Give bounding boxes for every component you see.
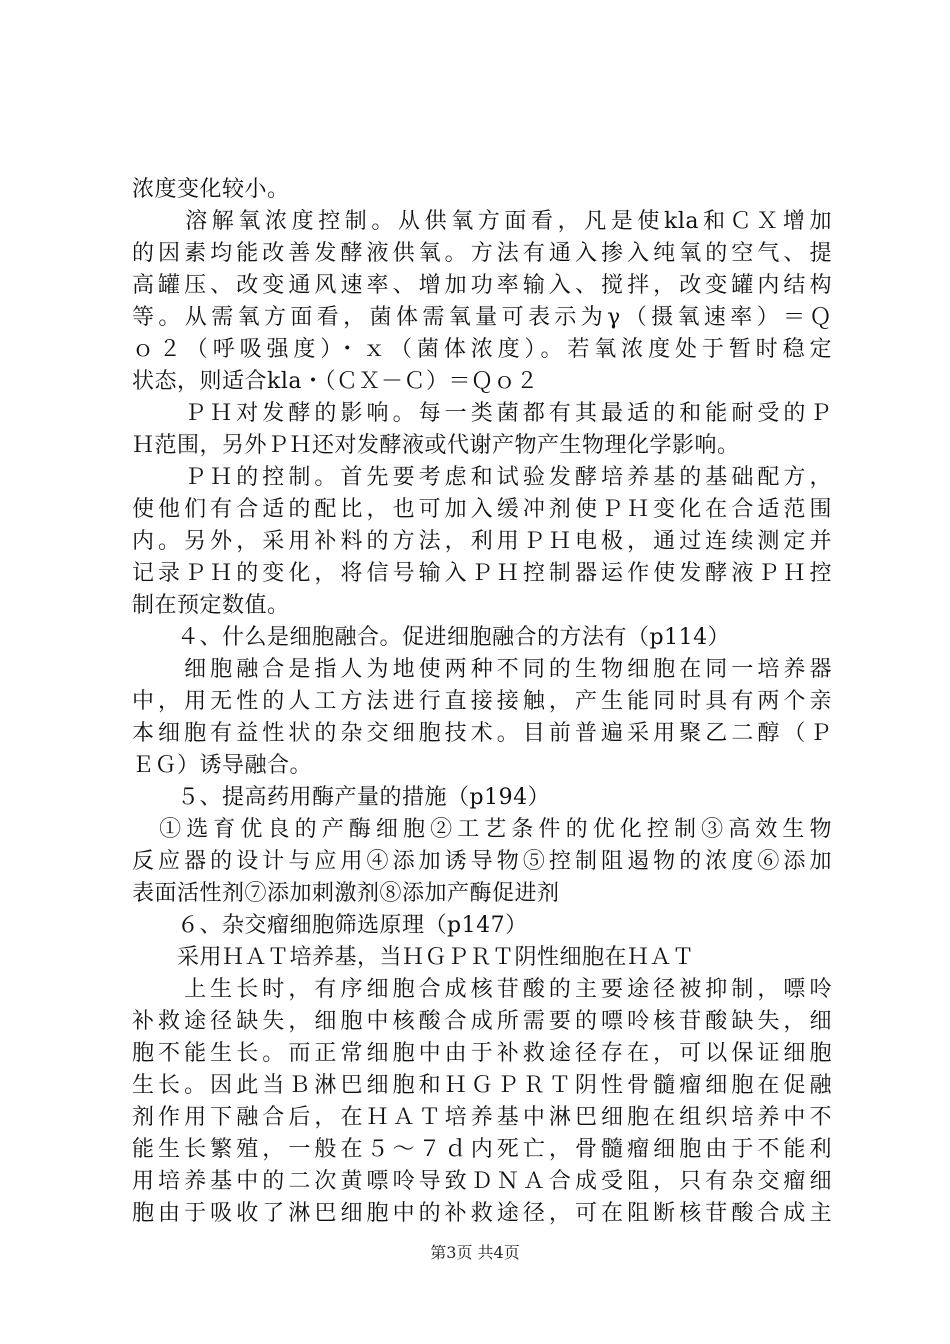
text-line: ＥＧ）诱导融合。 [132,753,313,778]
text-line: 等。从需氧方面看，菌体需氧量可表示为γ（摄氧速率）＝Ｑ [132,305,832,330]
text-line: ①选育优良的产酶细胞②工艺条件的优化控制③高效生物 [132,817,832,842]
text-line: 生长。因此当Ｂ淋巴细胞和ＨＧＰＲＴ阴性骨髓瘤细胞在促融 [132,1073,832,1098]
text-line: 制在预定数值。 [132,593,290,618]
text-line: ｏ２（呼吸强度）・ｘ（菌体浓度）。若氧浓度处于暂时稳定 [132,337,832,362]
text-line: 状态，则适合kla・（ＣＸ－Ｃ）＝Ｑｏ２ [132,369,539,394]
text-line: Ｈ范围，另外ＰＨ还对发酵液或代谢产物产生物理化学影响。 [132,433,740,458]
text-line: 溶解氧浓度控制。从供氧方面看，凡是使kla和ＣＸ增加 [132,209,832,234]
section-heading: ４、什么是细胞融合。促进细胞融合的方法有（p114） [132,625,731,650]
text-line: 能生长繁殖，一般在５～７ｄ内死亡，骨髓瘤细胞由于不能利 [132,1137,832,1162]
text-line: 细胞融合是指人为地使两种不同的生物细胞在同一培养器 [132,657,832,682]
text-line: 上生长时，有序细胞合成核苷酸的主要途径被抑制，嘌呤 [132,977,832,1002]
section-heading: ５、提高药用酶产量的措施（p194） [132,785,551,810]
text-line: 胞由于吸收了淋巴细胞中的补救途径，可在阻断核苷酸合成主 [132,1201,832,1226]
text-line: 表面活性剂⑦添加刺激剂⑧添加产酶促进剂 [132,881,560,906]
text-line: 采用ＨＡＴ培养基，当ＨＧＰＲＴ阴性细胞在ＨＡＴ [132,945,695,970]
text-line: 的因素均能改善发酵液供氧。方法有通入掺入纯氧的空气、提 [132,241,832,266]
text-line: 胞不能生长。而正常细胞中由于补救途径存在，可以保证细胞 [132,1041,832,1066]
text-line: ＰＨ的控制。首先要考虑和试验发酵培养基的基础配方， [132,465,832,490]
text-line: 反应器的设计与应用④添加诱导物⑤控制阻遏物的浓度⑥添加 [132,849,832,874]
text-line: 内。另外，采用补料的方法，利用ＰＨ电极，通过连续测定并 [132,529,832,554]
text-line: 记录ＰＨ的变化，将信号输入ＰＨ控制器运作使发酵液ＰＨ控 [132,561,832,586]
text-line: 高罐压、改变通风速率、增加功率输入、搅拌，改变罐内结构 [132,273,832,298]
text-line: 用培养基中的二次黄嘌呤导致ＤＮＡ合成受阻，只有杂交瘤细 [132,1169,832,1194]
document-body [132,174,832,1230]
text-line: ＰＨ对发酵的影响。每一类菌都有其最适的和能耐受的Ｐ [132,401,832,426]
text-line: 浓度变化较小。 [132,177,290,202]
text-line: 本细胞有益性状的杂交细胞技术。目前普遍采用聚乙二醇（Ｐ [132,721,832,746]
text-line: 补救途径缺失，细胞中核酸合成所需要的嘌呤核苷酸缺失，细 [132,1009,832,1034]
text-line: 使他们有合适的配比，也可加入缓冲剂使ＰＨ变化在合适范围 [132,497,832,522]
text-line: 剂作用下融合后，在ＨＡＴ培养基中淋巴细胞在组织培养中不 [132,1105,832,1130]
text-line: 中，用无性的人工方法进行直接接触，产生能同时具有两个亲 [132,689,832,714]
page-footer: 第3页 共4页 [430,1243,520,1262]
section-heading: ６、杂交瘤细胞筛选原理（p147） [132,913,528,938]
